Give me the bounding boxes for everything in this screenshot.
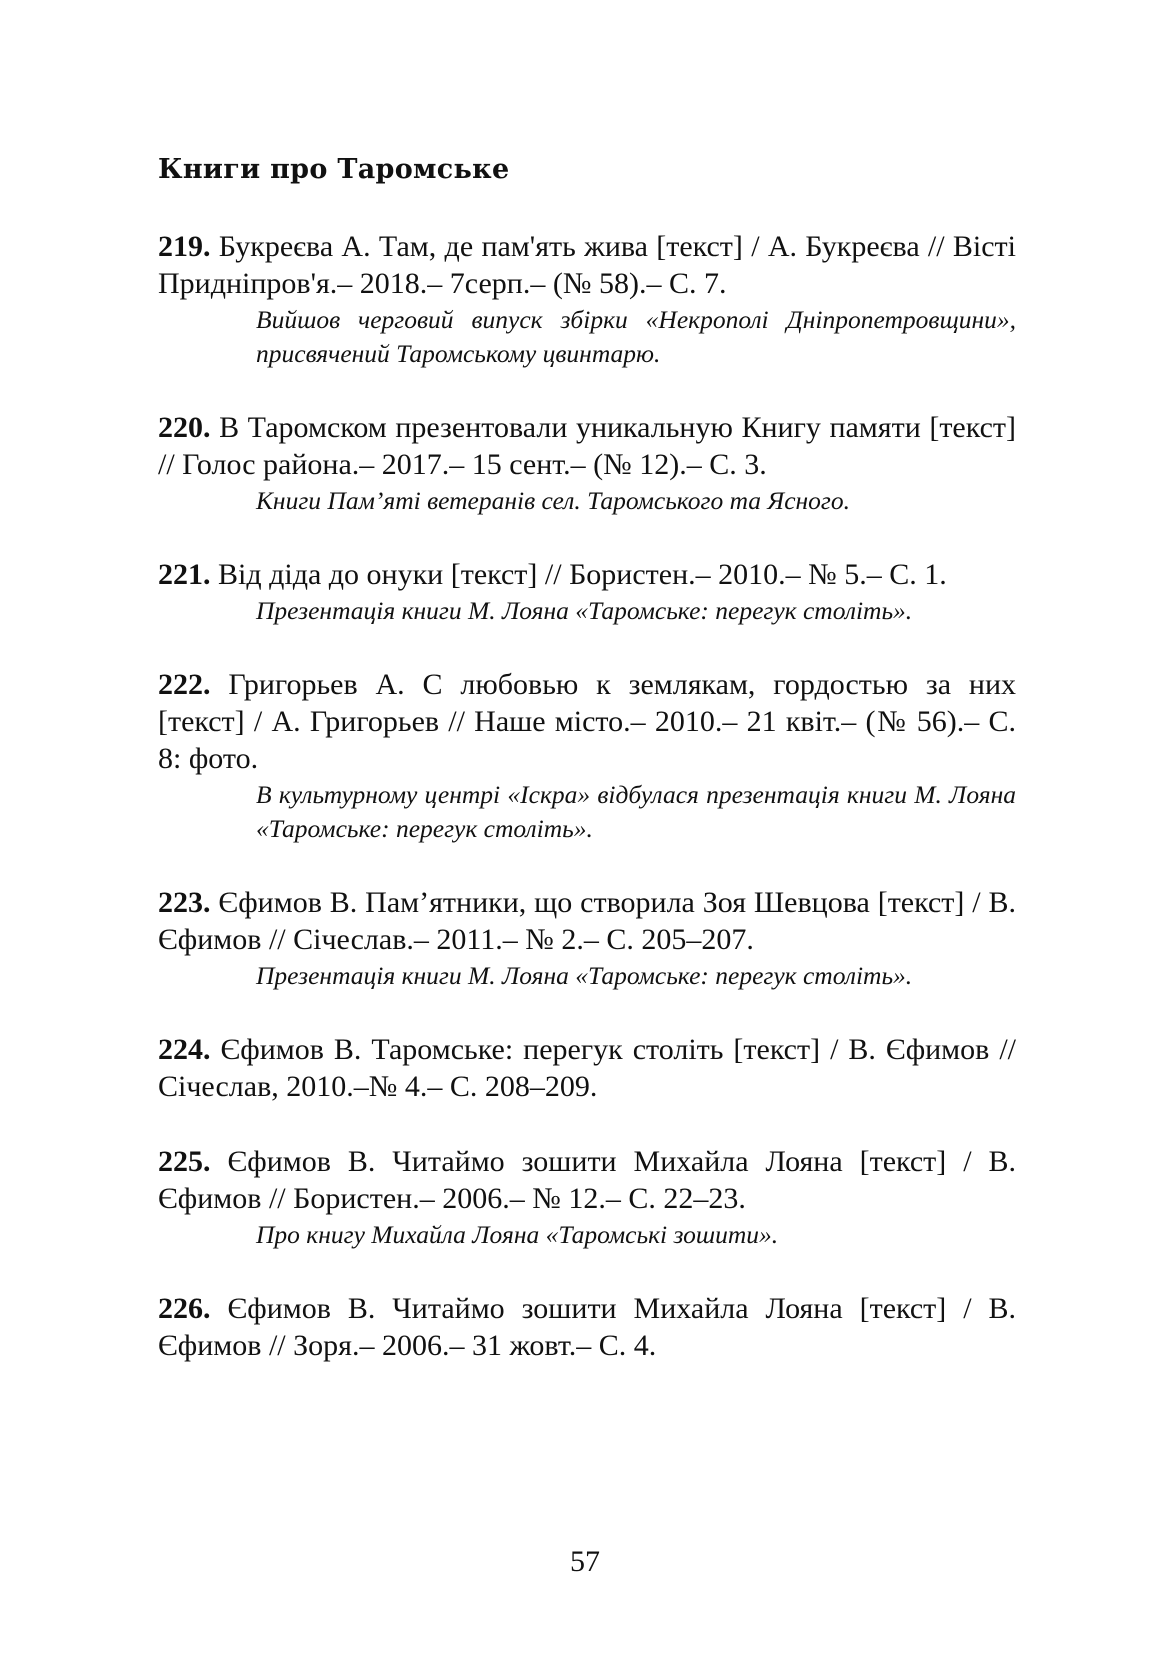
entry-citation [158,1143,1016,1217]
entry-number: 219. [158,230,211,263]
bibliography-entry-226 [158,1290,1016,1364]
page-number: 57 [570,1545,600,1578]
entry-text: Єфимов В. Таромське: перегук століть [текст] / В. Єфимов // Січеслав, 2010.–№ 4.– С. 208–209. [158,1033,1016,1103]
entry-citation [158,556,1016,593]
bibliography-entry-224 [158,1031,1016,1105]
bibliography-entry-220 [158,409,1016,518]
entry-text: Від діда до онуки [текст] // Бористен.– 2010.– № 5.– С. 1. [218,558,947,591]
entry-annotation: Про книгу Михайла Лояна «Таромські зошити». [256,1220,779,1249]
entry-citation [158,1031,1016,1105]
entry-number: 222. [158,668,211,701]
entry-annotation: Книги Пам’яті ветеранів сел. Таромського та Ясного. [256,486,850,515]
entry-text: Єфимов В. Пам’ятники, що створила Зоя Шевцова [текст] / В. Єфимов // Січеслав.– 2011.– № 2.– С. 205–207. [158,886,1016,956]
entry-text: В Таромском презентовали уникальную Книгу памяти [текст] // Голос района.– 2017.– 15 сент.– (№ 12).– С. 3. [158,411,1016,481]
entry-number: 220. [158,411,211,444]
bibliography-entry-222 [158,666,1016,846]
entry-number: 225. [158,1145,211,1178]
entry-citation [158,1290,1016,1364]
entry-annotation: Презентація книги М. Лояна «Таромське: перегук століть». [256,596,913,625]
entry-annotation: В культурному центрі «Іскра» відбулася презентація книги М. Лояна «Таромське: перегук століть». [256,780,1016,843]
entry-number: 221. [158,558,211,591]
entry-citation [158,409,1016,483]
entry-number: 226. [158,1292,211,1325]
entry-text: Григорьев А. С любовью к землякам, гордостью за них [текст] / А. Григорьев // Наше місто.– 2010.– 21 квіт.– (№ 56).– С. 8: фото. [158,668,1016,775]
bibliography-entry-225 [158,1143,1016,1252]
entry-number: 224. [158,1033,211,1066]
entry-citation [158,884,1016,958]
bibliography-entry-219 [158,228,1016,371]
entry-citation [158,228,1016,302]
entry-citation [158,666,1016,777]
entry-text: Єфимов В. Читаймо зошити Михайла Лояна [текст] / В. Єфимов // Зоря.– 2006.– 31 жовт.– С. 4. [158,1292,1017,1362]
entry-text: Єфимов В. Читаймо зошити Михайла Лояна [текст] / В. Єфимов // Бористен.– 2006.– № 12.– С. 22–23. [158,1145,1017,1215]
entry-annotation: Вийшов черговий випуск збірки «Некрополі Дніпропетровщини», присвячений Таромському цвинтарю. [256,305,1016,368]
bibliography-entry-221 [158,556,1016,628]
bibliography-entry-223 [158,884,1016,993]
section-title: Книги про Таромське [158,154,510,185]
entry-text: Букреєва А. Там, де пам'ять жива [текст] / А. Букреєва // Вісті Придніпров'я.– 2018.– 7серп.– (№ 58).– С. 7. [158,230,1016,300]
page-content [158,152,1016,1402]
entry-number: 223. [158,886,211,919]
entry-annotation: Презентація книги М. Лояна «Таромське: перегук століть». [256,961,913,990]
